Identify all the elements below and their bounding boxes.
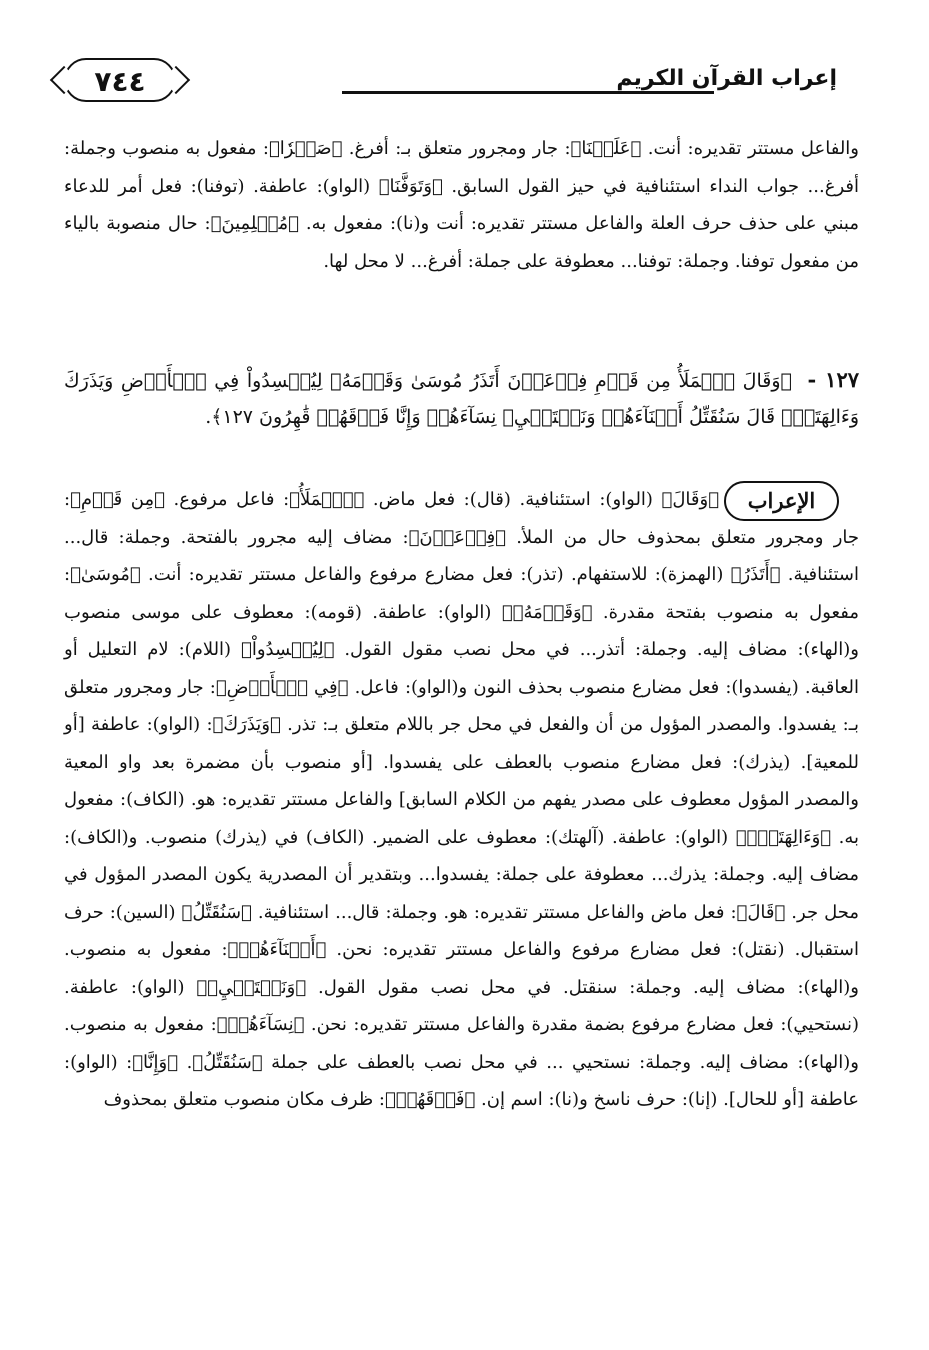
page-number: ٧٤٤ bbox=[64, 58, 176, 102]
book-title: إعراب القرآن الكريم bbox=[616, 66, 837, 91]
verse-block bbox=[64, 362, 859, 435]
verse-text: ﴿وَقَالَ ٱلۡمَلَأُ مِن قَوۡمِ فِرۡعَوۡنَ أَتَذَرُ مُوسَىٰ وَقَوۡمَهُۥ لِيُفۡسِدُواْ فِي ٱلۡأَرۡضِ وَيَذَرَكَ وَءَالِهَتَكَۚ قَالَ سَنُقَتِّلُ أَبۡنَآءَهُمۡ وَنَسۡتَحۡيِۦ نِسَآءَهُمۡ وَإِنَّا فَوۡقَهُمۡ قَٰهِرُونَ ١٢٧﴾. bbox=[64, 370, 859, 428]
header-rule bbox=[342, 91, 714, 94]
i3rab-heading: الإعراب bbox=[724, 481, 839, 521]
i3rab-paragraph: ﴿وَقَالَ﴾ (الواو): استئنافية. (قال): فعل ماض. ﴿ٱلۡمَلَأُ﴾: فاعل مرفوع. ﴿مِن قَوۡمِ﴾: جار ومجرور متعلق بمحذوف حال من الملأ. ﴿فِرۡعَوۡنَ﴾: مضاف إليه مجرور بالفتحة. وجملة: قال... استئنافية. ﴿أَتَذَرُ﴾ (الهمزة): للاستفهام. (تذر): فعل مضارع مرفوع والفاعل مستتر تقديره: أنت. ﴿مُوسَىٰ﴾: مفعول به منصوب بفتحة مقدرة. ﴿وَقَوۡمَهُۥ﴾ (الواو): عاطفة. (قومه): معطوف على موسى منصوب و(الهاء): مضاف إليه. وجملة: أتذر... في محل نصب مقول القول. ﴿لِيُفۡسِدُواْ﴾ (اللام): لام التعليل أو العاقبة. (يفسدوا): فعل مضارع منصوب بحذف النون و(الواو): فاعل. ﴿فِي ٱلۡأَرۡضِ﴾: جار ومجرور متعلق بـ: يفسدوا. والمصدر المؤول من أن والفعل في محل جر باللام متعلق بـ: تذر. ﴿وَيَذَرَكَ﴾: (الواو): عاطفة [أو للمعية]. (يذرك): فعل مضارع منصوب بالعطف على يفسدوا. [أو منصوب بأن مضمرة بعد واو المعية والمصدر المؤول معطوف على مصدر يفهم من الكلام السابق] والفاعل مستتر تقديره: هو. (الكاف): مفعول به. ﴿وَءَالِهَتَكَۚ﴾ (الواو): عاطفة. (آلهتك): معطوف على الضمير. (الكاف) في (يذرك) منصوب. و(الكاف): مضاف إليه. وجملة: يذرك... معطوفة على جملة: يفسدوا... وبتقدير أن المصدرية يكون المصدر المؤول في محل جر. ﴿قَالَ﴾: فعل ماض والفاعل مستتر تقديره: هو. وجملة: قال... استئنافية. ﴿سَنُقَتِّلُ﴾ (السين): حرف استقبال. (نقتل): فعل مضارع مرفوع والفاعل مستتر تقديره: نحن. ﴿أَبۡنَآءَهُمۡ﴾: مفعول به منصوب. و(الهاء): مضاف إليه. وجملة: سنقتل. في محل نصب مقول القول. ﴿وَنَسۡتَحۡيِۦ﴾ (الواو): عاطفة. (نستحيي): فعل مضارع مرفوع بضمة مقدرة والفاعل مستتر تقديره: نحن. ﴿نِسَآءَهُمۡ﴾: مفعول به منصوب. و(الهاء): مضاف إليه. وجملة: نستحيي ... في محل نصب بالعطف على جملة ﴿سَنُقَتِّلُ﴾. ﴿وَإِنَّا﴾: (الواو): عاطفة [أو للحال]. (إنا): حرف ناسخ و(نا): اسم إن. ﴿فَوۡقَهُمۡ﴾: ظرف مكان منصوب متعلق بمحذوف bbox=[64, 489, 859, 1110]
verse-number: ١٢٧ - bbox=[807, 367, 860, 392]
paragraph-continued: والفاعل مستتر تقديره: أنت. ﴿عَلَيۡنَا﴾: جار ومجرور متعلق بـ: أفرغ. ﴿صَبۡرٗا﴾: مفعول به منصوب وجملة: أفرغ... جواب النداء استئنافية في حيز القول السابق. ﴿وَتَوَفَّنَا﴾ (الواو): عاطفة. (توفنا): فعل أمر للدعاء مبني على حذف حرف العلة والفاعل مستتر تقديره: أنت و(نا): مفعول به. ﴿مُسۡلِمِينَ﴾: حال منصوبة بالياء من مفعول توفنا. وجملة: توفنا... معطوفة على جملة: أفرغ... لا محل لها. bbox=[64, 138, 859, 272]
